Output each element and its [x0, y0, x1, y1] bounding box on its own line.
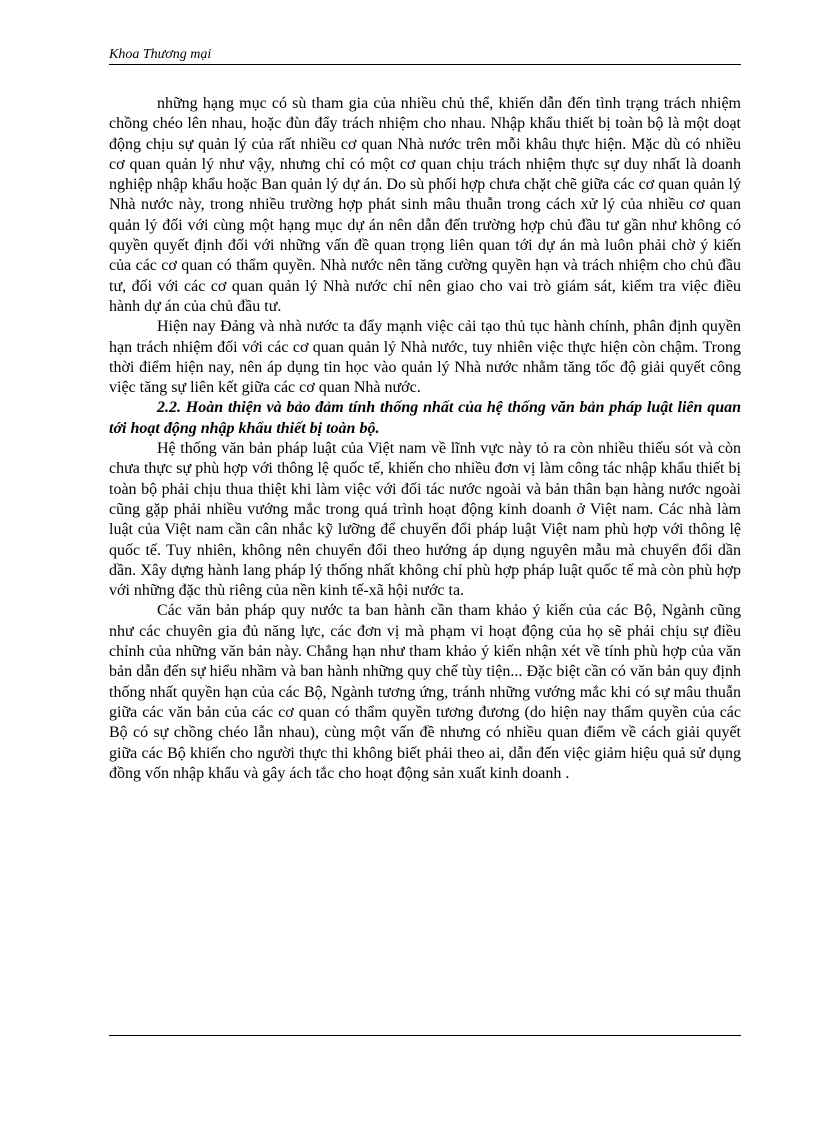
header-text: Khoa Thương mại	[109, 47, 212, 62]
footer-divider	[109, 1035, 741, 1036]
page-header	[109, 47, 741, 65]
body-paragraph-1: những hạng mục có sù tham gia của nhiều chủ thể, khiến dẫn đến tình trạng trách nhiệm chồng chéo lên nhau, hoặc đùn đẩy trách nhiệm cho nhau. Nhập khẩu thiết bị toàn bộ là một doạt động chịu sự quản lý của rất nhiều cơ quan Nhà nước trên mỗi khâu thực hiện. Mặc dù có nhiều cơ quan quản lý như vậy, nhưng chỉ có một cơ quan chịu trách nhiệm thực sự duy nhất là doanh nghiệp nhập khẩu hoặc Ban quản lý dự án. Do sù phối hợp chưa chặt chẽ giữa các cơ quan quản lý Nhà nước này, trong nhiều trường hợp phát sinh mâu thuẫn trong cách xử lý của nhiều cơ quan quản lý đối với cùng một hạng mục dự án nên dẫn đến trường hợp chủ đầu tư gần như không có quyền quyết định đối với những vấn đề quan trọng liên quan tới dự án mà luôn phải chờ ý kiến của các cơ quan có thẩm quyền. Nhà nước nên tăng cường quyền hạn và trách nhiệm cho chủ đầu tư, đối với các cơ quan quản lý Nhà nước chỉ nên giao cho vai trò giám sát, kiểm tra việc điều hành dự án của chủ đầu tư.	[109, 95, 741, 315]
body-paragraph-3: Hệ thống văn bản pháp luật của Việt nam về lĩnh vực này tỏ ra còn nhiều thiếu sót và còn chưa thực sự phù hợp với thông lệ quốc tế, khiến cho nhiều đơn vị làm công tác nhập khẩu thiết bị toàn bộ phải chịu thua thiệt khi làm việc với đối tác nước ngoài và bản thân bạn hàng nước ngoài cũng gặp phải nhiều vướng mắc trong quá trình hoạt động kinh doanh ở Việt nam. Các nhà làm luật của Việt nam cần cân nhắc kỹ lưỡng để chuyển đổi pháp luật Việt nam phù hợp với thông lệ quốc tế. Tuy nhiên, không nên chuyển đổi theo hướng áp dụng nguyên mẫu mà chuyển đổi dần dần. Xây dựng hành lang pháp lý thống nhất không chỉ phù hợp pháp luật quốc tế mà còn phù hợp với những đặc thù riêng của nền kinh tế-xã hội nước ta.	[109, 440, 741, 600]
body-paragraph-4: Các văn bản pháp quy nước ta ban hành cần tham khảo ý kiến của các Bộ, Ngành cũng như các chuyên gia đủ năng lực, các đơn vị mà phạm vi hoạt động của họ sẽ phải chịu sự điều chỉnh của những văn bản này. Chẳng hạn như tham khảo ý kiến nhận xét về tính phù hợp của văn bản dẫn đến sự hiểu nhầm và ban hành những quy chế tùy tiện... Đặc biệt cần có văn bản quy định thống nhất quyền hạn của các Bộ, Ngành tương ứng, tránh những vướng mắc khi có sự mâu thuẫn giữa các văn bản của các cơ quan có thẩm quyền tương đương (do hiện nay thẩm quyền của các Bộ có sự chồng chéo lẫn nhau), cùng một vấn đề nhưng có nhiều quan điểm về cách giải quyết giữa các Bộ khiến cho người thực thi không biết phải theo ai, dẫn đến việc giảm hiệu quả sử dụng đồng vốn nhập khẩu và gây ách tắc cho hoạt động sản xuất kinh doanh .	[109, 602, 741, 782]
document-body	[109, 94, 741, 784]
body-paragraph-2: Hiện nay Đảng và nhà nước ta đẩy mạnh việc cải tạo thủ tục hành chính, phân định quyền hạn trách nhiệm đối với các cơ quan quản lý Nhà nước, tuy nhiên việc thực hiện còn chậm. Trong thời điểm hiện nay, nên áp dụng tin học vào quản lý Nhà nước nhằm tăng tốc độ giải quyết công việc tăng sự liên kết giữa các cơ quan Nhà nước.	[109, 318, 741, 397]
section-heading-2-2: 2.2. Hoàn thiện và bảo đảm tính thống nhất của hệ thống văn bản pháp luật liên quan tới hoạt động nhập khẩu thiết bị toàn bộ.	[109, 399, 741, 437]
